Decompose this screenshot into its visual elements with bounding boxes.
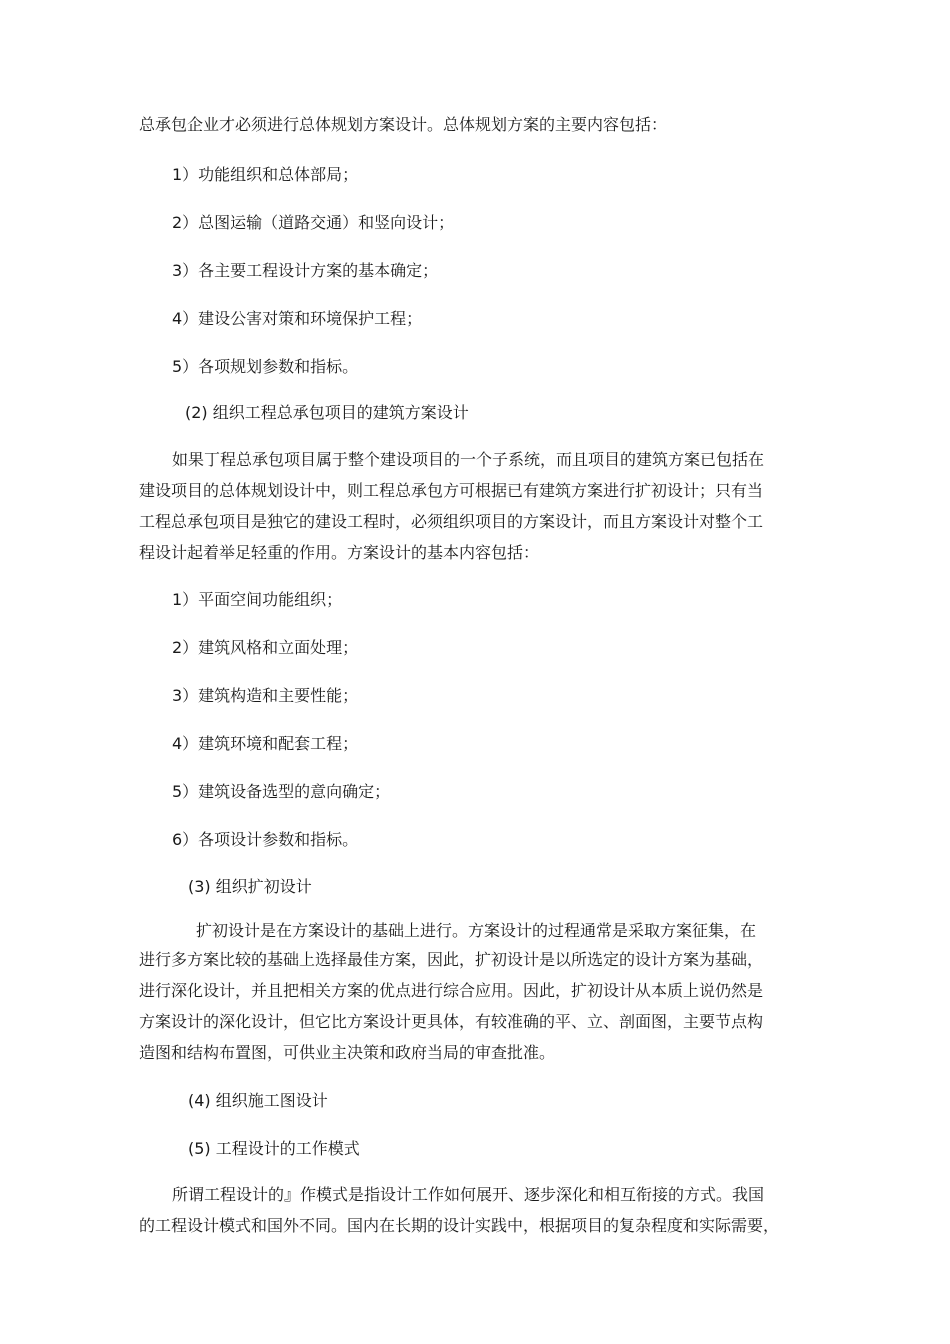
paragraph-line: 程设计起着举足轻重的作用。方案设计的基本内容包括： (139, 543, 540, 562)
paragraph-line: 工程总承包项目是独它的建设工程时，必须组织项目的方案设计，而且方案设计对整个工 (139, 512, 764, 531)
paragraph-line: 方案设计的深化设计，但它比方案设计更具体，有较准确的平、立、剖面图，主要节点构 (139, 1012, 764, 1031)
intro-line: 总承包企业才必须进行总体规划方案设计。总体规划方案的主要内容包括： (139, 115, 668, 134)
paragraph-line: 造图和结构布置图，可供业主决策和政府当局的审查批准。 (139, 1043, 556, 1062)
list-item: 3）建筑构造和主要性能； (172, 686, 359, 705)
section-heading: (3) 组织扩初设计 (188, 877, 312, 896)
paragraph-line: 的工程设计模式和国外不同。国内在长期的设计实践中，根据项目的复杂程度和实际需要， (139, 1216, 780, 1235)
list-item: 5）建筑设备选型的意向确定； (172, 782, 391, 801)
section-heading: (5) 工程设计的工作模式 (188, 1139, 360, 1158)
list-item: 4）建设公害对策和环境保护工程； (172, 309, 423, 328)
paragraph-line: 扩初设计是在方案设计的基础上进行。方案设计的过程通常是采取方案征集，在 (196, 921, 757, 940)
list-item: 5）各项规划参数和指标。 (172, 357, 359, 376)
paragraph-line: 进行深化设计，并且把相关方案的优点进行综合应用。因此，扩初设计从本质上说仍然是 (139, 981, 764, 1000)
paragraph-line: 所谓工程设计的』作模式是指设计工作如何展开、逐步深化和相互衔接的方式。我国 (172, 1185, 765, 1204)
section-heading: (4) 组织施工图设计 (188, 1091, 328, 1110)
paragraph-line: 进行多方案比较的基础上选择最佳方案，因此，扩初设计是以所选定的设计方案为基础， (139, 950, 764, 969)
list-item: 4）建筑环境和配套工程； (172, 734, 359, 753)
list-item: 2）总图运输（道路交通）和竖向设计； (172, 213, 455, 232)
list-item: 1）功能组织和总体部局； (172, 165, 359, 184)
section-heading: (2) 组织工程总承包项目的建筑方案设计 (185, 403, 469, 422)
list-item: 3）各主要工程设计方案的基本确定； (172, 261, 439, 280)
list-item: 2）建筑风格和立面处理； (172, 638, 359, 657)
paragraph-line: 建设项目的总体规划设计中，则工程总承包方可根据已有建筑方案进行扩初设计；只有当 (139, 481, 764, 500)
list-item: 1）平面空间功能组织； (172, 590, 343, 609)
paragraph-line: 如果丁程总承包项目属于整个建设项目的一个子系统，而且项目的建筑方案已包括在 (172, 450, 765, 469)
list-item: 6）各项设计参数和指标。 (172, 830, 359, 849)
